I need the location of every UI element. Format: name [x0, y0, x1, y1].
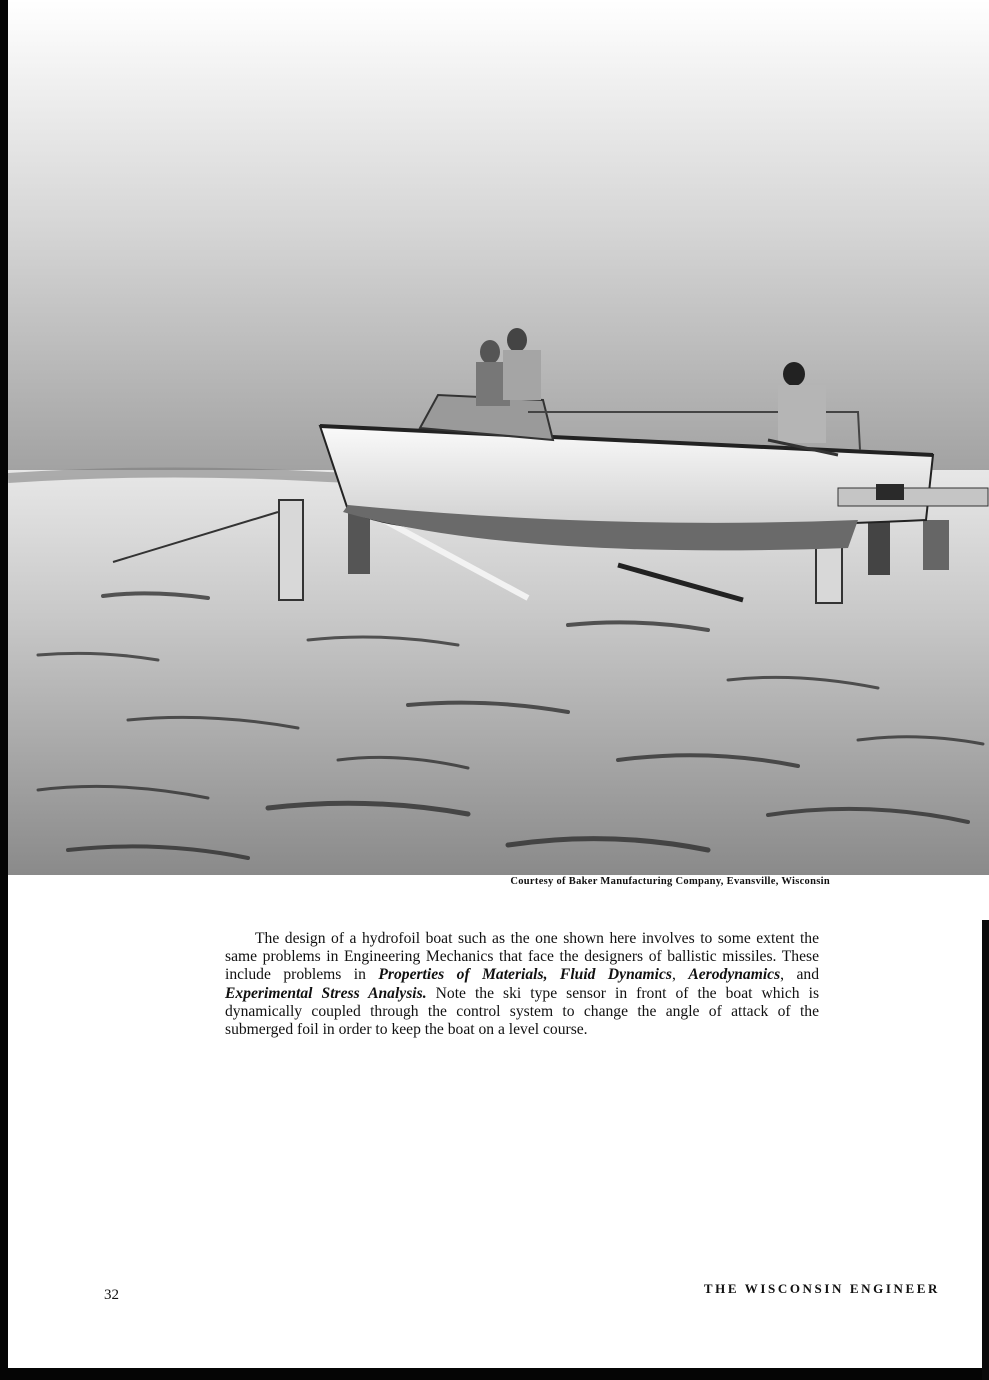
hydrofoil-photo — [8, 0, 989, 875]
scan-right-border — [982, 920, 989, 1380]
page-number: 32 — [104, 1287, 119, 1303]
caption-emphasis: Aerodynamics — [688, 966, 781, 984]
caption-text-segment: The design of a hydrofoil boat such as the one shown here involves to some extent the same problems in Engineering Mechanics that face the designers of ballistic missiles. These include problems in — [225, 930, 819, 984]
caption-emphasis: Experimental Stress Analysis. — [225, 984, 427, 1002]
scan-left-border — [0, 0, 8, 1380]
caption-paragraph — [225, 930, 819, 1039]
photo-credit: Courtesy of Baker Manufacturing Company, Evansville, Wisconsin — [510, 876, 830, 887]
caption-text-segment: Note the ski type sensor in front of the boat which is dynamically coupled through the control system to change the angle of attack of the submerged foil in order to keep the boat on a level course. — [225, 984, 820, 1039]
caption-emphasis: Properties of Materials, Fluid Dynamics — [378, 966, 672, 984]
caption-text-segment: , and — [780, 966, 820, 984]
caption-text-segment: , — [672, 966, 689, 984]
scan-bottom-border — [0, 1368, 989, 1380]
journal-running-head: THE WISCONSIN ENGINEER — [703, 1281, 940, 1296]
